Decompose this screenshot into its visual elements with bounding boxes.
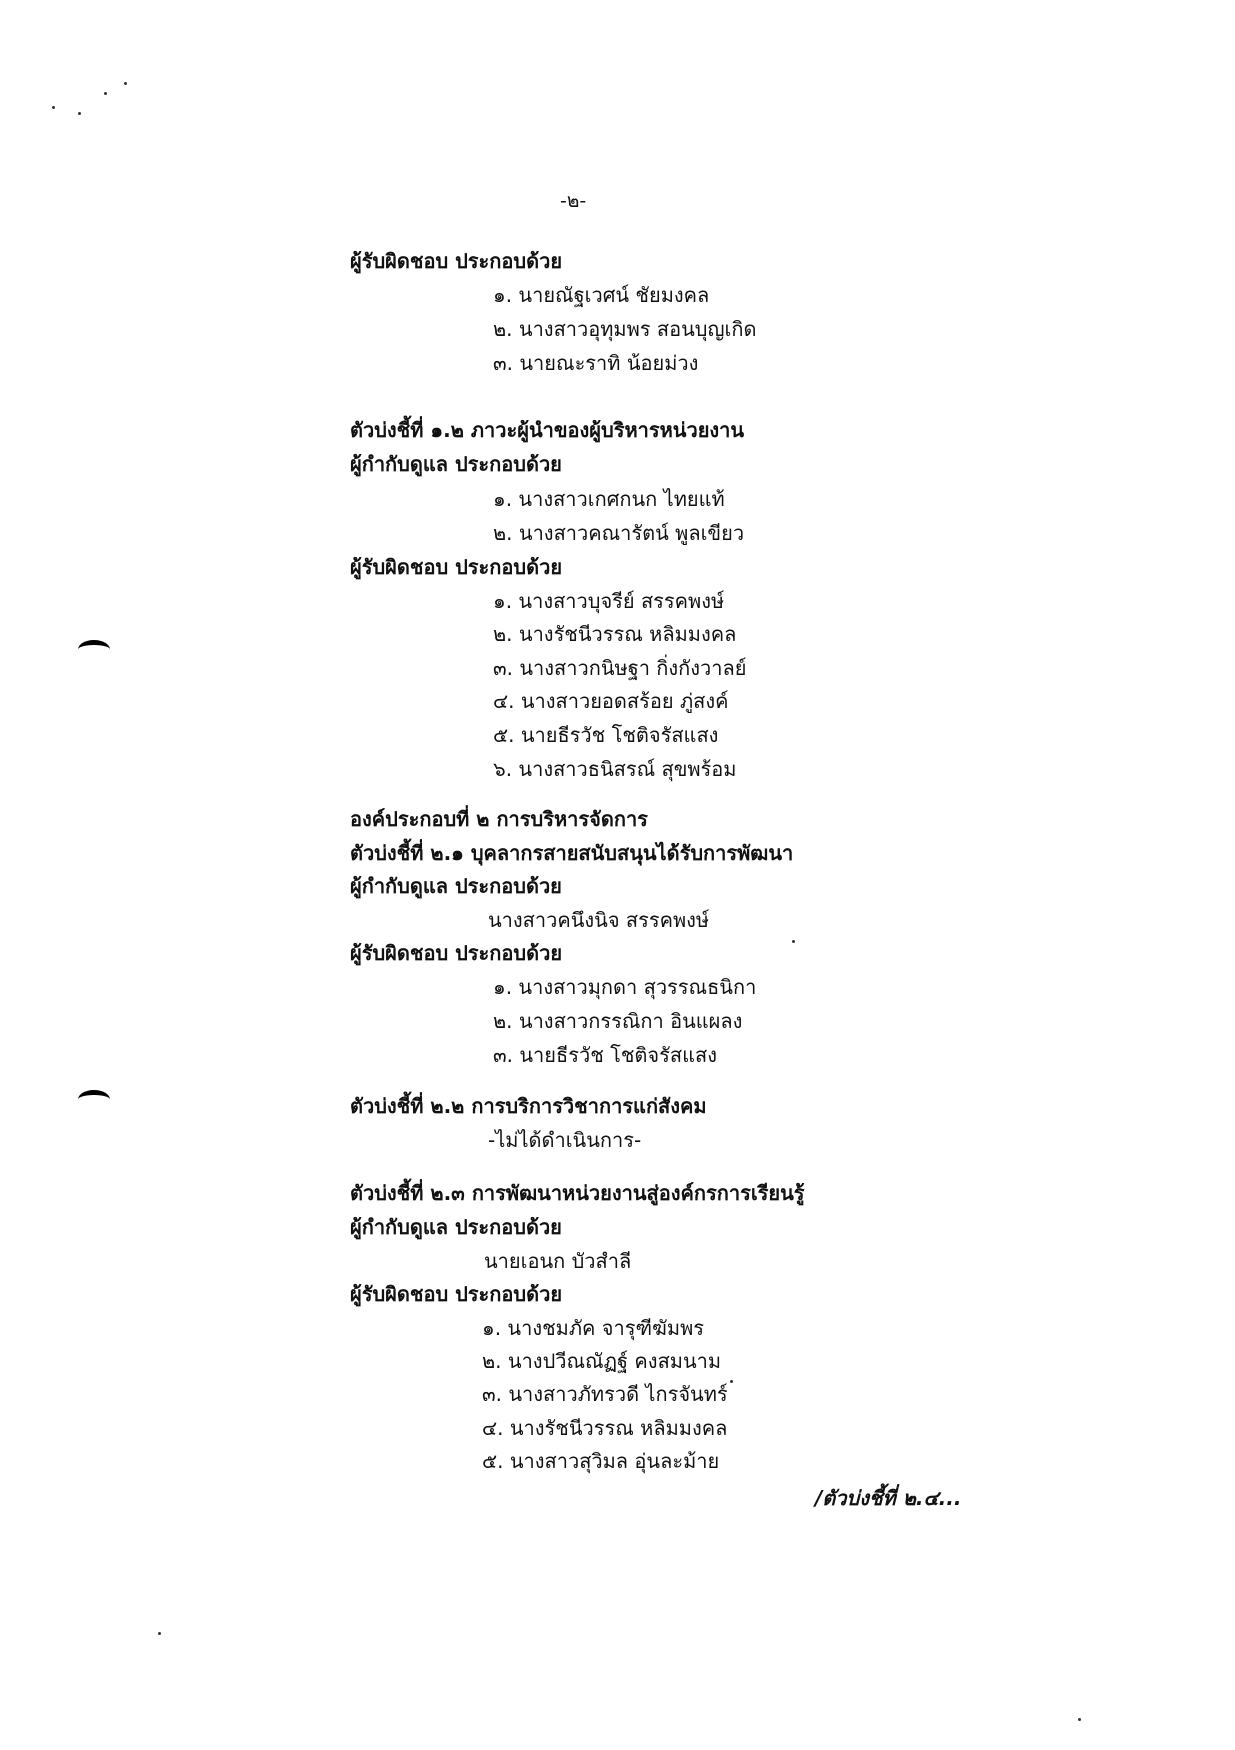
list-item: ๑. นางชมภัค จารุฑีฆัมพร (482, 1316, 705, 1340)
list-item: -ไม่ได้ดำเนินการ- (488, 1128, 642, 1152)
list-item: ๒. นางสาวอุทุมพร สอนบุญเกิด (493, 317, 757, 341)
scan-speck (124, 82, 127, 85)
list-item: ๕. นางสาวสุวิมล อุ่นละม้าย (482, 1449, 720, 1473)
scan-speck (1078, 1718, 1081, 1721)
list-item: ๒. นางปวีณณัฏฐ์ คงสมนาม (482, 1349, 722, 1373)
list-item: นางสาวคนึงนิจ สรรคพงษ์ (488, 908, 710, 932)
section-heading: ตัวบ่งชี้ที่ ๒.๓ การพัฒนาหน่วยงานสู่องค์กรการเรียนรู้ (350, 1181, 805, 1205)
page-number: -๒- (560, 190, 587, 212)
section-heading: ผู้รับผิดชอบ ประกอบด้วย (350, 941, 563, 965)
list-item: ๓. นางสาวภัทรวดี ไกรจันทร์ (482, 1382, 728, 1406)
scan-speck (52, 106, 55, 109)
list-item: ๓. นางสาวกนิษฐา กิ่งกังวาลย์ (493, 656, 747, 680)
list-item: ๑. นางสาวบุจรีย์ สรรคพงษ์ (493, 589, 725, 613)
section-heading: ผู้กำกับดูแล ประกอบด้วย (350, 452, 562, 476)
section-heading: องค์ประกอบที่ ๒ การบริหารจัดการ (350, 807, 648, 831)
binder-hole-mark (78, 1090, 110, 1109)
section-heading: ผู้รับผิดชอบ ประกอบด้วย (350, 1282, 563, 1306)
list-item: ๒. นางรัชนีวรรณ หลิมมงคล (493, 622, 737, 646)
list-item: ๑. นายณัฐเวศน์ ชัยมงคล (493, 283, 710, 307)
scan-speck (158, 1632, 161, 1635)
list-item: ๓. นายธีรวัช โชติจรัสแสง (493, 1043, 717, 1067)
list-item: ๑. นางสาวมุกดา สุวรรณธนิกา (493, 975, 757, 999)
scan-speck (104, 92, 107, 95)
section-heading: ผู้รับผิดชอบ ประกอบด้วย (350, 249, 563, 273)
section-heading: ผู้กำกับดูแล ประกอบด้วย (350, 1215, 562, 1239)
section-heading: ตัวบ่งชี้ที่ ๒.๑ บุคลากรสายสนับสนุนได้รับการพัฒนา (350, 841, 794, 865)
scan-speck (792, 940, 795, 943)
section-heading: ตัวบ่งชี้ที่ ๒.๒ การบริการวิชาการแก่สังคม (350, 1094, 707, 1118)
list-item: ๑. นางสาวเกศกนก ไทยแท้ (493, 487, 725, 511)
list-item: ๔. นางรัชนีวรรณ หลิมมงคล (482, 1416, 728, 1440)
list-item: ๓. นายณะราทิ น้อยม่วง (493, 351, 699, 375)
continuation-footer: /ตัวบ่งชี้ที่ ๒.๔... (815, 1486, 962, 1510)
binder-hole-mark (78, 640, 110, 659)
list-item: ๒. นางสาวคณารัตน์ พูลเขียว (493, 521, 745, 545)
section-heading: ผู้กำกับดูแล ประกอบด้วย (350, 874, 562, 898)
list-item: ๕. นายธีรวัช โชติจรัสแสง (493, 723, 719, 747)
list-item: นายเอนก บัวสำลี (484, 1249, 632, 1273)
list-item: ๒. นางสาวกรรณิกา อินแผลง (493, 1009, 743, 1033)
scan-speck (78, 112, 81, 115)
section-heading: ผู้รับผิดชอบ ประกอบด้วย (350, 555, 563, 579)
list-item: ๖. นางสาวธนิสรณ์ สุขพร้อม (493, 757, 737, 781)
section-heading: ตัวบ่งชี้ที่ ๑.๒ ภาวะผู้นำของผู้บริหารหน่วยงาน (350, 418, 745, 442)
list-item: ๔. นางสาวยอดสร้อย ภู่สงค์ (493, 689, 729, 713)
scan-speck (730, 1380, 733, 1383)
